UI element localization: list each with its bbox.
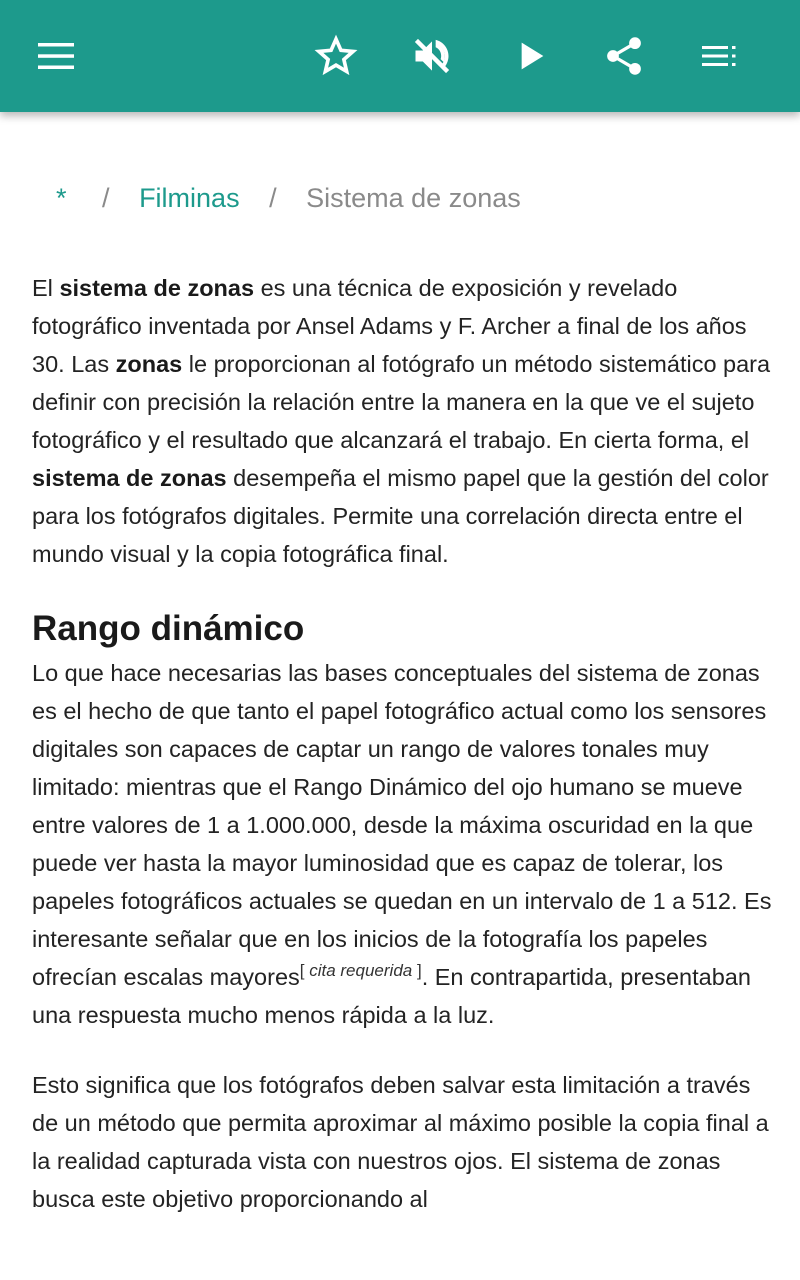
volume-off-icon (410, 34, 454, 78)
share-button[interactable] (592, 24, 656, 88)
intro-paragraph (32, 269, 772, 573)
citation-bracket: [ (299, 961, 305, 981)
share-icon (602, 34, 646, 78)
hamburger-menu-icon (36, 36, 76, 76)
breadcrumb-current: Sistema de zonas (306, 183, 521, 213)
menu-button[interactable] (24, 24, 88, 88)
text-span: desempeña el mismo papel que la gestión del color para los fotógrafos digitales. Permite una correlación directa entre el mundo visual y la copia fotográfica final. (32, 465, 769, 567)
text-span: es una técnica de exposición y revelado fotográfico inventada por Ansel Adams y F. Archer a final de los años 30. Las (32, 275, 747, 377)
section-heading: Rango dinámico (32, 609, 305, 648)
breadcrumb-separator: / (102, 183, 110, 213)
citation-text: cita requerida (304, 961, 417, 981)
bold-term: sistema de zonas (32, 465, 227, 491)
breadcrumb-home-link[interactable]: * (56, 183, 67, 213)
article-content (32, 112, 772, 1218)
list-icon (698, 34, 742, 78)
star-outline-icon (314, 34, 358, 78)
citation-bracket: ] (416, 961, 422, 981)
text-span: . En contrapartida, presentaban una respuesta mucho menos rápida a la luz. (32, 964, 751, 1028)
play-button[interactable] (498, 24, 562, 88)
section-paragraph: Esto significa que los fotógrafos deben salvar esta limitación a través de un método que permita aproximar al máximo posible la copia final a la realidad capturada vista con nuestros ojos. El sistema de zonas busca este objetivo proporcionando al (32, 1072, 769, 1212)
breadcrumb (32, 182, 772, 214)
table-of-contents-button[interactable] (688, 24, 752, 88)
text-span: Lo que hace necesarias las bases conceptuales del sistema de zonas es el hecho de que tanto el papel fotográfico actual como los sensores digitales son capaces de captar un rango de valores tonales muy limitado: mientras que el Rango Dinámico del ojo humano se mueve entre valores de 1 a 1.000.000, desde la máxima oscuridad en la que puede ver hasta la mayor luminosidad que es capaz de tolerar, los papeles fotográficos actuales se quedan en un intervalo de 1 a 512. Es interesante señalar que en los inicios de la fotografía los papeles ofrecían escalas mayores (32, 660, 772, 990)
breadcrumb-separator: / (269, 183, 277, 213)
bold-term: zonas (115, 351, 183, 377)
bold-term: sistema de zonas (59, 275, 255, 301)
text-span: El (32, 275, 60, 301)
breadcrumb-parent-link[interactable]: Filminas (139, 183, 240, 213)
app-bar (0, 0, 800, 112)
citation-needed-link[interactable] (300, 961, 422, 980)
play-icon (510, 36, 550, 76)
mute-button[interactable] (400, 24, 464, 88)
section-paragraph (32, 654, 772, 1034)
text-span: le proporcionan al fotógrafo un método sistemático para definir con precisión la relación entre la manera en la que ve el sujeto fotográfico y el resultado que alcanzará el trabajo. En cierta forma, el (32, 351, 771, 453)
favorite-button[interactable] (304, 24, 368, 88)
